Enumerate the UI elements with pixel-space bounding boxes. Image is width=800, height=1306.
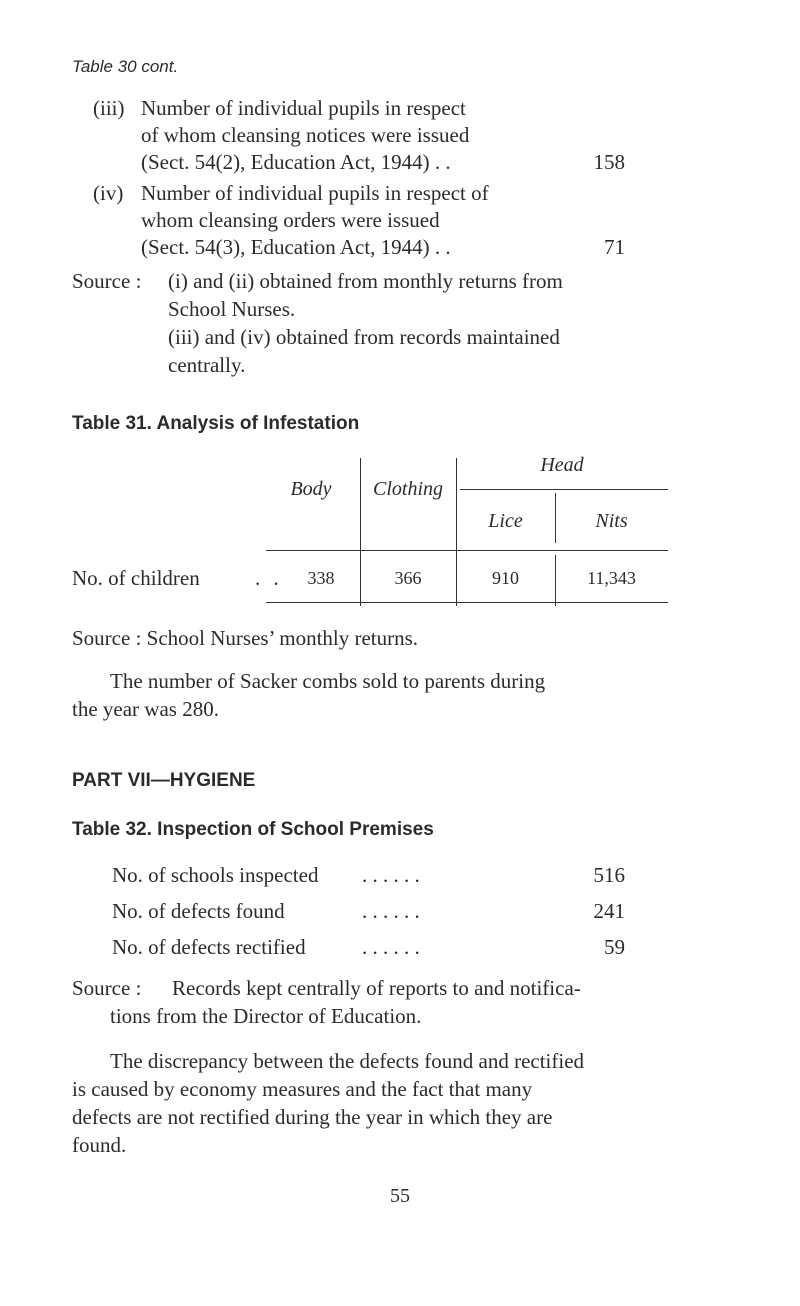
page-number: 55 [390, 1185, 410, 1207]
source1-label: Source : [72, 269, 142, 293]
cell-body: 338 [307, 568, 335, 588]
item-iii-line1: Number of individual pupils in respect [141, 96, 466, 120]
table31-title: Table 31. Analysis of Infestation [72, 413, 360, 434]
discrepancy-line2: is caused by economy measures and the fact that many [72, 1077, 533, 1101]
row-dots: . . [255, 566, 283, 590]
source3-line2: tions from the Director of Education. [110, 1004, 422, 1028]
cell-lice: 910 [492, 568, 519, 588]
col-lice: Lice [488, 510, 523, 532]
source2: Source : School Nurses’ monthly returns. [72, 626, 419, 650]
row-label: No. of children [72, 566, 200, 590]
t32-row2-label: No. of defects found [112, 899, 285, 923]
source3-label: Source : [72, 976, 142, 1000]
source1-line1: (i) and (ii) obtained from monthly returns from [168, 269, 563, 293]
cell-nits: 11,343 [587, 568, 636, 588]
t32-row2-dots: . . . . . . [362, 899, 420, 923]
t32-row3-value: 59 [604, 935, 625, 959]
item-iv-line1: Number of individual pupils in respect of [141, 181, 489, 205]
t32-row1-value: 516 [593, 863, 625, 887]
continuation-header: Table 30 cont. [72, 57, 179, 76]
item-iv-marker: (iv) [93, 181, 124, 205]
sacker-line2: the year was 280. [72, 697, 219, 721]
t32-row1-label: No. of schools inspected [112, 863, 319, 887]
discrepancy-line3: defects are not rectified during the year in which they are [72, 1105, 553, 1129]
t32-row1-dots: . . . . . . [362, 863, 420, 887]
item-iv-value: 71 [604, 235, 625, 259]
col-head: Head [540, 454, 584, 476]
discrepancy-line1: The discrepancy between the defects found and rectified [110, 1049, 585, 1073]
part7-title: PART VII—HYGIENE [72, 770, 256, 791]
sacker-line1: The number of Sacker combs sold to parents during [110, 669, 546, 693]
source1-line4: centrally. [168, 353, 246, 377]
col-nits: Nits [595, 510, 628, 532]
item-iii-line3: (Sect. 54(2), Education Act, 1944) . . [141, 150, 451, 174]
col-clothing: Clothing [372, 478, 443, 500]
item-iii-line2: of whom cleansing notices were issued [141, 123, 470, 147]
col-body: Body [290, 478, 332, 500]
source1-line3: (iii) and (iv) obtained from records maintained [168, 325, 560, 349]
source1-line2: School Nurses. [168, 297, 296, 321]
item-iv-line3: (Sect. 54(3), Education Act, 1944) . . [141, 235, 451, 259]
source3-line1: Records kept centrally of reports to and notifica- [172, 976, 581, 1000]
item-iii-value: 158 [593, 150, 625, 174]
cell-clothing: 366 [394, 568, 422, 588]
item-iv-line2: whom cleansing orders were issued [141, 208, 440, 232]
t32-row2-value: 241 [593, 899, 625, 923]
item-iii-marker: (iii) [93, 96, 125, 120]
t32-row3-label: No. of defects rectified [112, 935, 306, 959]
table32-title: Table 32. Inspection of School Premises [72, 819, 434, 840]
discrepancy-line4: found. [72, 1133, 127, 1157]
t32-row3-dots: . . . . . . [362, 935, 420, 959]
